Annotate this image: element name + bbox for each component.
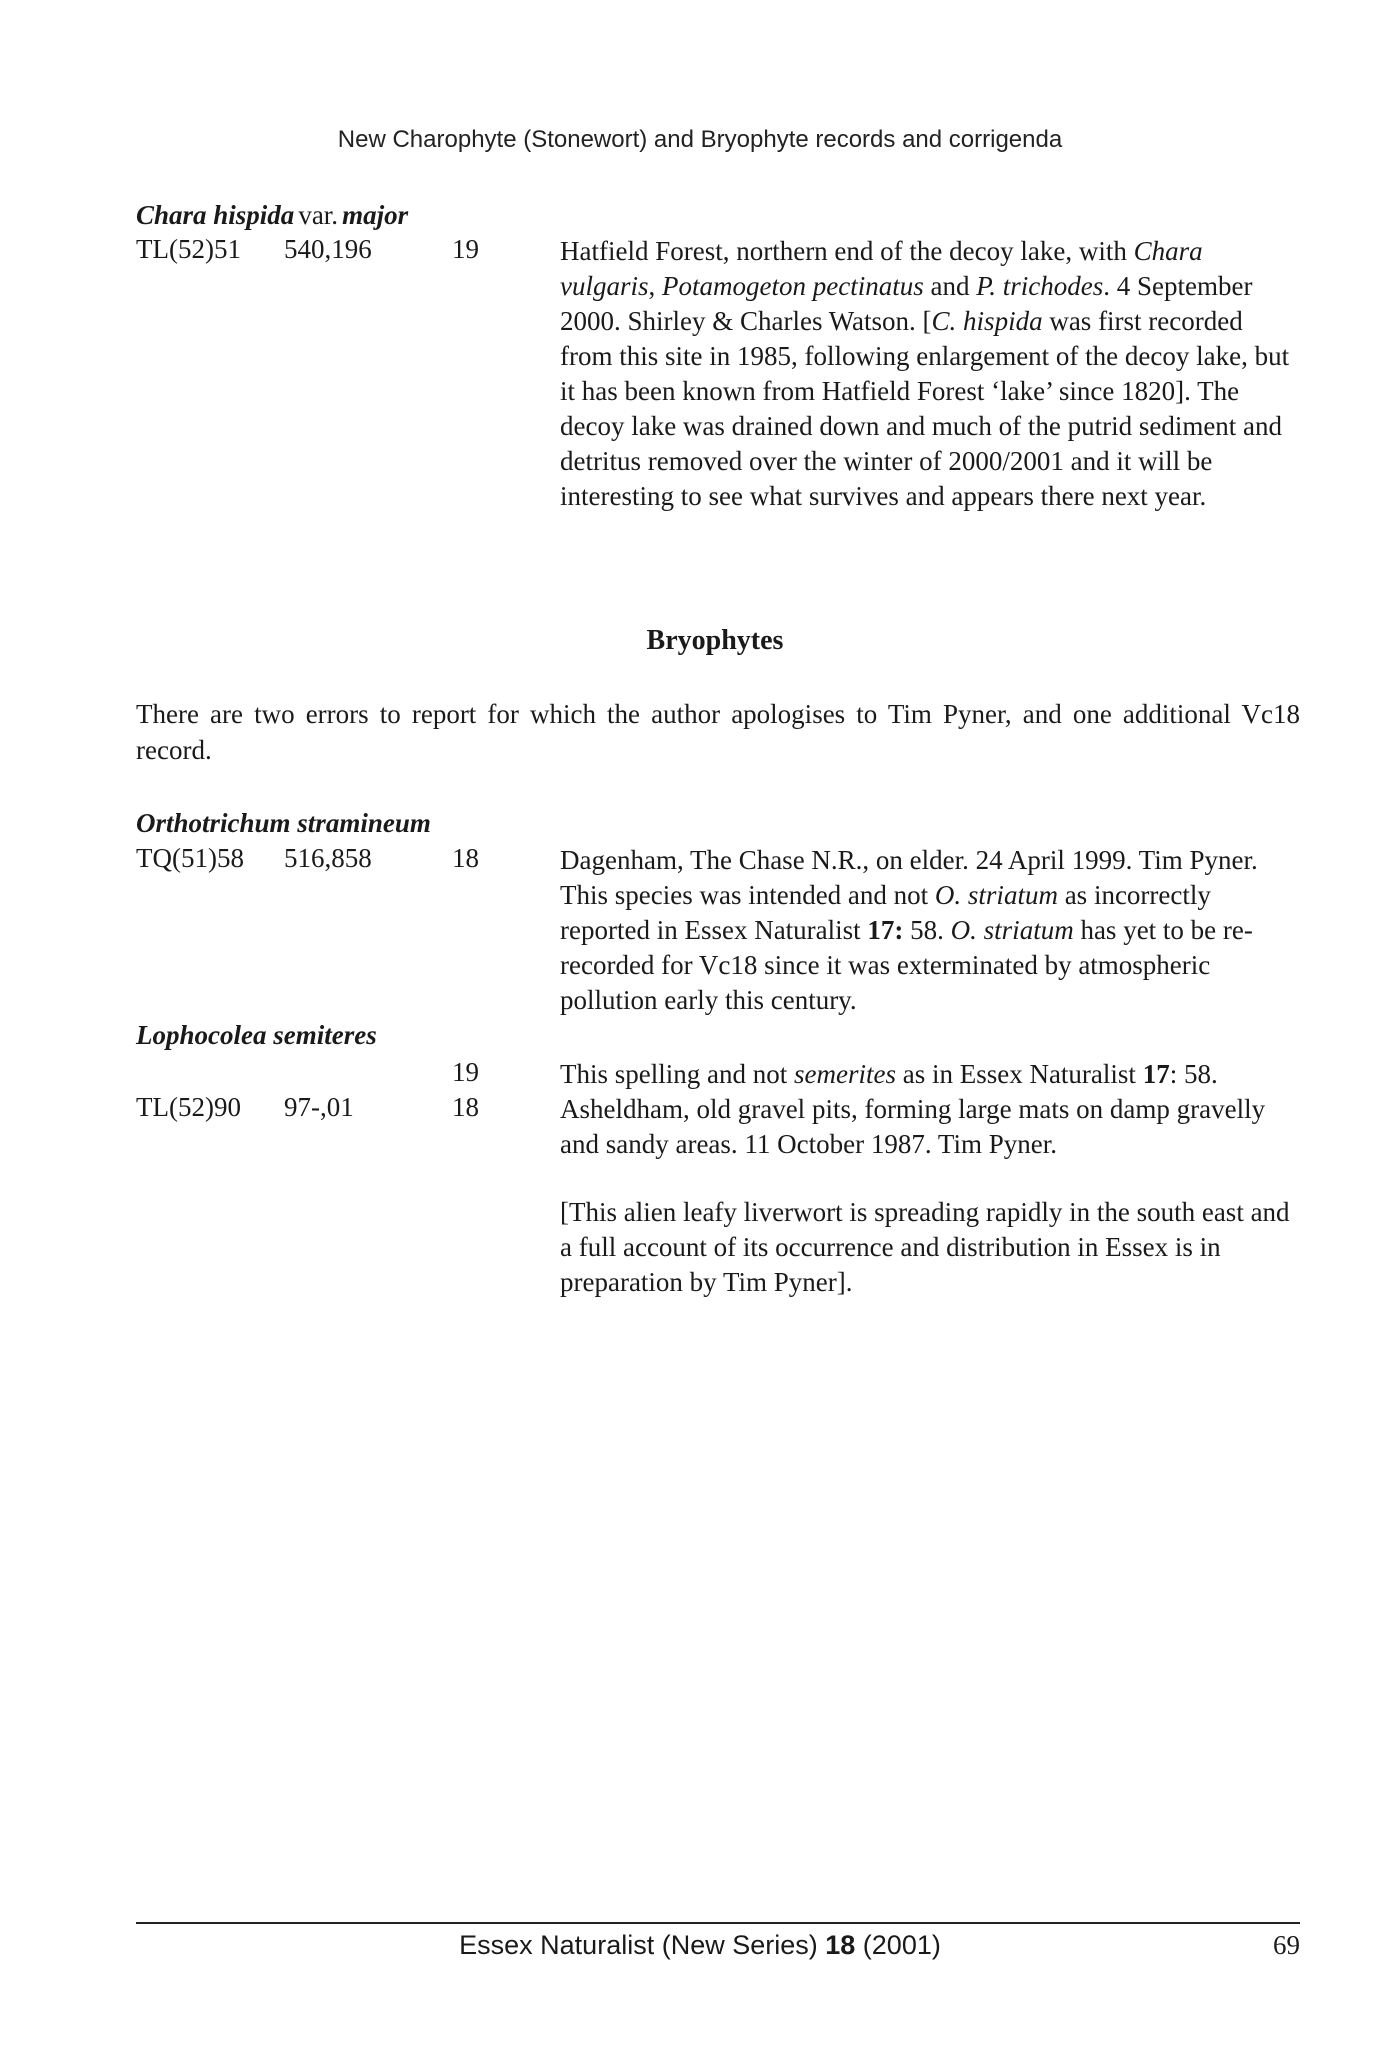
footer-citation — [0, 1930, 1400, 1961]
grid-reference: TQ(51)58 — [136, 843, 244, 873]
grid-reference: TL(52)90 — [136, 1092, 241, 1122]
vice-county: 19 — [452, 1057, 479, 1087]
text-run: has yet to be re-recorded for Vc18 since it was exterminated by atmospheric pollution early this century. — [560, 915, 1253, 1015]
journal-name: Essex Naturalist (New Series) — [459, 1930, 826, 1960]
species-heading-chara — [136, 200, 408, 231]
coordinates: 516,858 — [284, 843, 372, 873]
var-label: var. — [298, 200, 339, 230]
record-description — [560, 234, 1300, 514]
text-run: , — [648, 271, 663, 301]
spelling-correction — [560, 1057, 1300, 1092]
intro-paragraph: There are two errors to report for which the author apologises to Tim Pyner, and one additional Vc18 record. — [136, 699, 1300, 765]
text-run: Dagenham, The Chase N.R., on elder. 24 April 1999. Tim Pyner. This species was intended and not — [560, 845, 1258, 910]
text-run: was first recorded from this site in 1985, following enlargement of the decoy lake, but it has been known from Hatfield Forest ‘lake’ since 1820]. The decoy lake was drained down and much of the putrid sediment and detritus removed over the winter of 2000/2001 and it will be interesting to see what survives and appears there next year. — [560, 306, 1290, 511]
vice-county: 18 — [452, 843, 479, 873]
grid-reference: TL(52)51 — [136, 234, 241, 264]
year: (2001) — [855, 1930, 941, 1960]
text-run: Hatfield Forest, northern end of the decoy lake, with — [560, 236, 1134, 266]
species-heading-orthotrichum: Orthotrichum stramineum — [136, 808, 431, 838]
italic-name: O. striatum — [934, 880, 1058, 910]
footer-rule — [136, 1922, 1300, 1924]
species-heading-lophocolea: Lophocolea semiteres — [136, 1020, 377, 1050]
variety-name: major — [342, 200, 409, 230]
text-run: as incorrectly reported in Essex Naturalist — [560, 880, 1211, 945]
species-name: Chara hispida — [136, 200, 295, 230]
coordinates: 540,196 — [284, 234, 372, 264]
vice-county: 19 — [452, 234, 479, 264]
italic-name: Chara vulgaris — [560, 236, 1203, 301]
italic-name: Potamogeton pectinatus — [662, 271, 924, 301]
text-run: and — [923, 271, 977, 301]
italic-name: P. trichodes — [976, 271, 1104, 301]
page-number: 69 — [1273, 1930, 1300, 1960]
italic-name: O. striatum — [950, 915, 1074, 945]
text-run: This spelling and not — [560, 1059, 794, 1089]
coordinates: 97-,01 — [284, 1092, 354, 1122]
record-description: Asheldham, old gravel pits, forming large mats on damp gravelly and sandy areas. 11 October 1987. Tim Pyner. — [560, 1094, 1266, 1159]
record-description — [560, 843, 1300, 1018]
section-heading: Bryophytes — [646, 625, 784, 656]
text-run: : 58. — [1169, 1059, 1218, 1089]
italic-name: C. hispida — [931, 306, 1043, 336]
text-run: . 4 September 2000. Shirley & Charles Watson. [ — [560, 271, 1253, 336]
text-run: 58. — [903, 915, 951, 945]
bold-volume: 17: — [867, 915, 904, 945]
editorial-note: [This alien leafy liverwort is spreading rapidly in the south east and a full account of its occurrence and distribution in Essex is in preparation by Tim Pyner]. — [560, 1197, 1290, 1297]
italic-name: semerites — [793, 1059, 896, 1089]
vice-county: 18 — [452, 1092, 479, 1122]
volume-number: 18 — [825, 1930, 856, 1960]
bold-volume: 17 — [1142, 1059, 1170, 1089]
running-title: New Charophyte (Stonewort) and Bryophyte records and corrigenda — [337, 126, 1063, 153]
text-run: as in Essex Naturalist — [895, 1059, 1143, 1089]
